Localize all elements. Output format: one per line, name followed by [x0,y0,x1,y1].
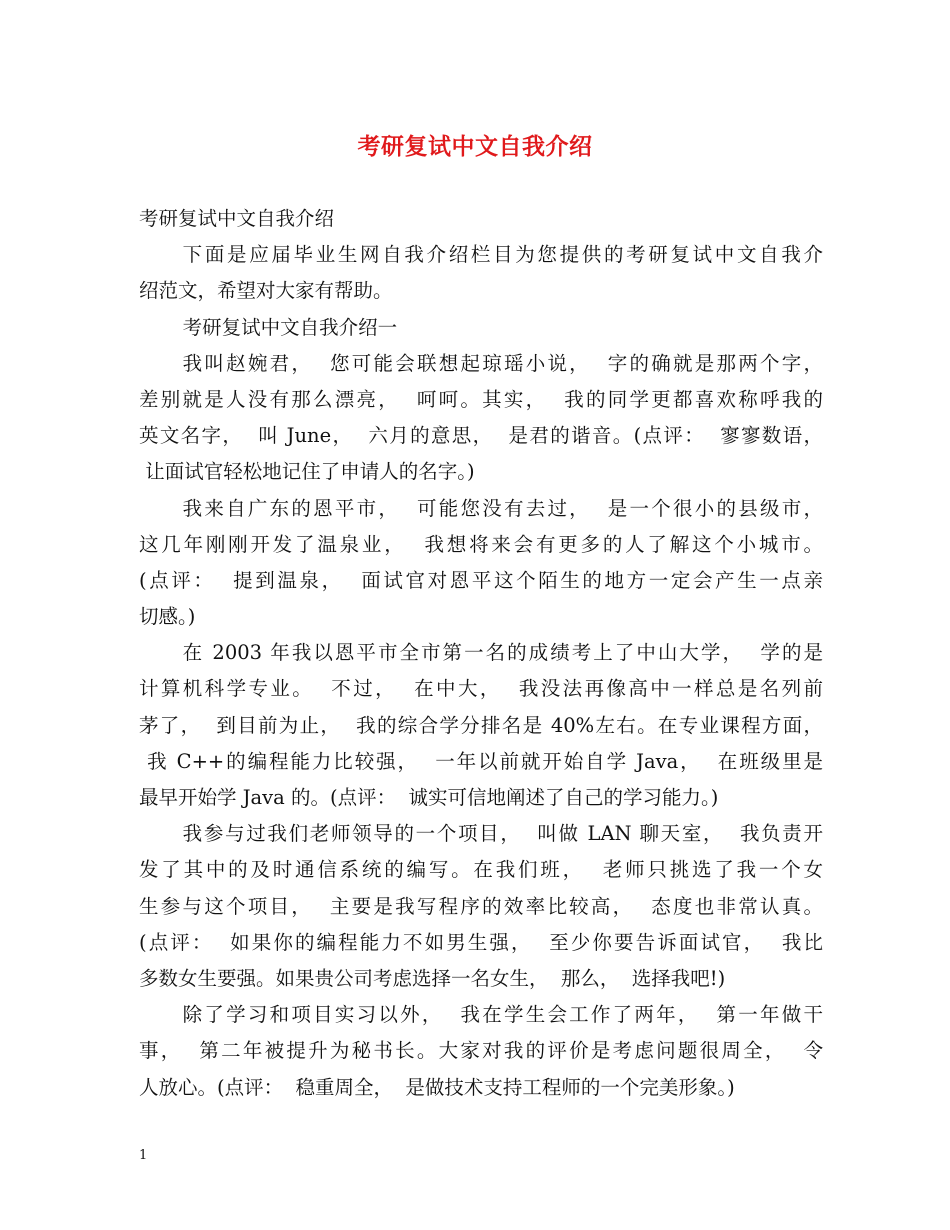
text-line: 切感。) [139,605,196,629]
text-line: 计算机科学专业。 不过， 在中大， 我没法再像高中一样总是名列前 [139,677,823,701]
text-line: (点评： 如果你的编程能力不如男生强， 至少你要告诉面试官， 我比 [139,930,823,954]
text-line: 让面试官轻松地记住了申请人的名字。) [139,460,475,484]
page-number: 1 [139,1148,148,1163]
text-line: 下面是应届毕业生网自我介绍栏目为您提供的考研复试中文自我介 [182,243,823,267]
text-line: 除了学习和项目实习以外， 我在学生会工作了两年， 第一年做干 [182,1003,823,1027]
text-line: 我叫赵婉君， 您可能会联想起琼瑶小说， 字的确就是那两个字， [182,351,823,375]
text-line: 考研复试中文自我介绍一 [182,315,398,339]
text-line: 英文名字， 叫 June， 六月的意思， 是君的谐音。(点评： 寥寥数语， [139,424,823,448]
text-line: 在 2003 年我以恩平市全市第一名的成绩考上了中山大学， 学的是 [182,641,823,665]
text-line: 茅了， 到目前为止， 我的综合学分排名是 40%左右。在专业课程方面， [139,713,823,737]
document-body [139,201,823,1106]
text-line: 我参与过我们老师领导的一个项目， 叫做 LAN 聊天室， 我负责开 [182,822,823,846]
document-title: 考研复试中文自我介绍 [357,133,593,160]
text-line: 我来自广东的恩平市， 可能您没有去过， 是一个很小的县级市， [182,496,823,520]
text-line: 绍范文，希望对大家有帮助。 [139,279,393,303]
text-line: 多数女生要强。如果贵公司考虑选择一名女生， 那么， 选择我吧!) [139,966,726,990]
text-line: 差别就是人没有那么漂亮， 呵呵。其实， 我的同学更都喜欢称呼我的 [139,387,823,411]
text-line: 人放心。(点评： 稳重周全， 是做技术支持工程师的一个完美形象。) [139,1075,735,1099]
text-line: 我 C++的编程能力比较强， 一年以前就开始自学 Java， 在班级里是 [139,749,823,773]
text-line: (点评： 提到温泉， 面试官对恩平这个陌生的地方一定会产生一点亲 [139,568,823,592]
text-line: 考研复试中文自我介绍 [139,207,335,230]
text-line: 事， 第二年被提升为秘书长。大家对我的评价是考虑问题很周全， 令 [139,1039,823,1063]
text-line: 最早开始学 Java 的。(点评： 诚实可信地阐述了自己的学习能力。) [139,786,719,809]
text-line: 生参与这个项目， 主要是我写程序的效率比较高， 态度也非常认真。 [139,894,823,918]
text-line: 发了其中的及时通信系统的编写。在我们班， 老师只挑选了我一个女 [139,858,823,882]
text-line: 这几年刚刚开发了温泉业， 我想将来会有更多的人了解这个小城市。 [139,532,823,556]
